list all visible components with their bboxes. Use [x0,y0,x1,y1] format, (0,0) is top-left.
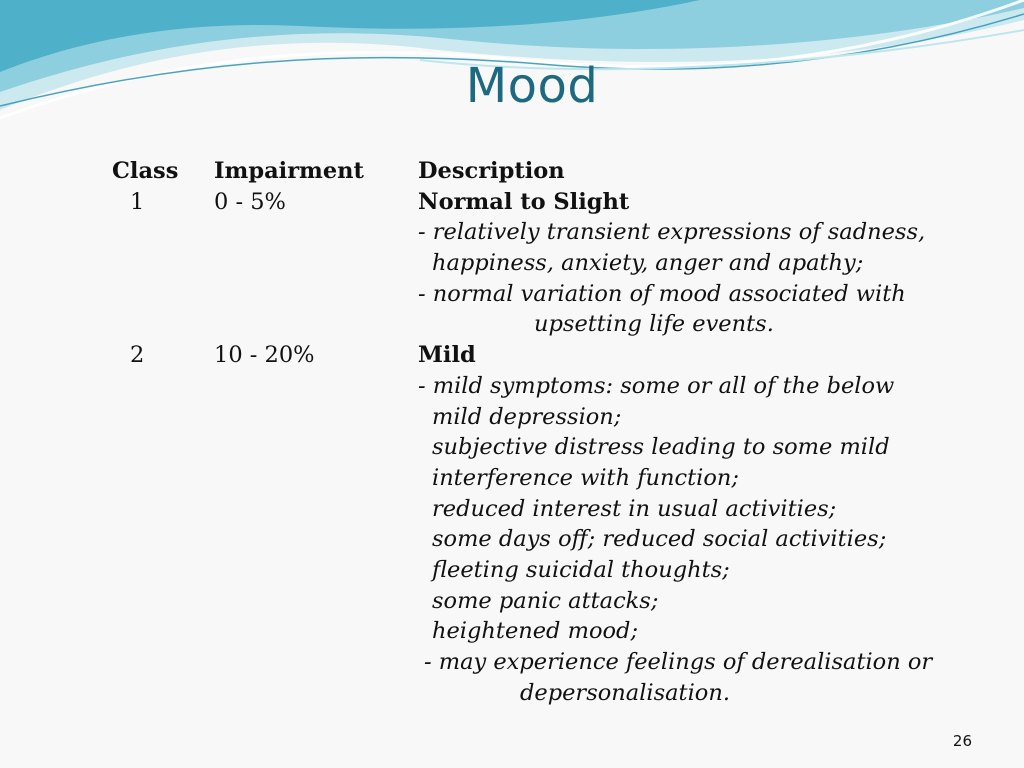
row1-impairment: 0 - 5% [214,188,286,215]
row1-desc-line [0,217,1024,248]
row1-desc-line [0,279,1024,310]
row2-desc-text: - may experience feelings of derealisation or [424,649,933,675]
row2-desc-line [0,371,1024,402]
row2-class: 2 [130,342,145,369]
row1-desc-line [0,309,1024,340]
row1-first-line [0,187,1024,218]
row2-desc-text: subjective distress leading to some mild [432,434,890,461]
row1-heading: Normal to Slight [418,188,630,215]
row1-desc-text: - relatively transient expressions of sadness, [418,219,926,246]
header-description: Description [418,158,565,184]
header-impairment: Impairment [214,158,364,184]
row2-desc-text: - mild symptoms: some or all of the below [418,372,895,399]
row2-desc-text: heightened mood; [432,618,639,645]
row2-desc-text: some panic attacks; [432,587,659,614]
row2-desc-line [0,647,1024,678]
row1-desc-text: upsetting life events. [534,311,774,338]
row1-desc-text: happiness, anxiety, anger and apathy; [432,250,864,277]
row2-desc-text: mild depression; [432,403,622,430]
row2-desc-line [0,586,1024,617]
row2-desc-text: reduced interest in usual activities; [432,495,837,522]
slide-title: Mood [465,58,599,114]
row1-class: 1 [130,188,145,215]
row2-desc-line [0,463,1024,494]
row2-first-line [0,340,1024,371]
table-header-row [0,156,1024,187]
row1-desc-line [0,248,1024,279]
page-number: 26 [952,732,972,750]
mood-table [0,156,1024,708]
row2-desc-text: some days off; reduced social activities; [432,526,887,553]
row2-desc-text: fleeting suicidal thoughts; [432,556,730,583]
header-class: Class [112,158,179,184]
row2-desc-line [0,402,1024,433]
row2-desc-line [0,432,1024,463]
row2-impairment: 10 - 20% [214,342,315,369]
row2-desc-text: interference with function; [432,464,739,491]
row2-desc-line [0,678,1024,709]
row2-desc-line [0,555,1024,586]
row2-desc-line [0,616,1024,647]
row1-desc-text: - normal variation of mood associated with [418,280,906,307]
row2-desc-line [0,524,1024,555]
row2-heading: Mild [418,342,476,369]
row2-desc-line [0,494,1024,525]
row2-desc-text: depersonalisation. [520,679,730,706]
